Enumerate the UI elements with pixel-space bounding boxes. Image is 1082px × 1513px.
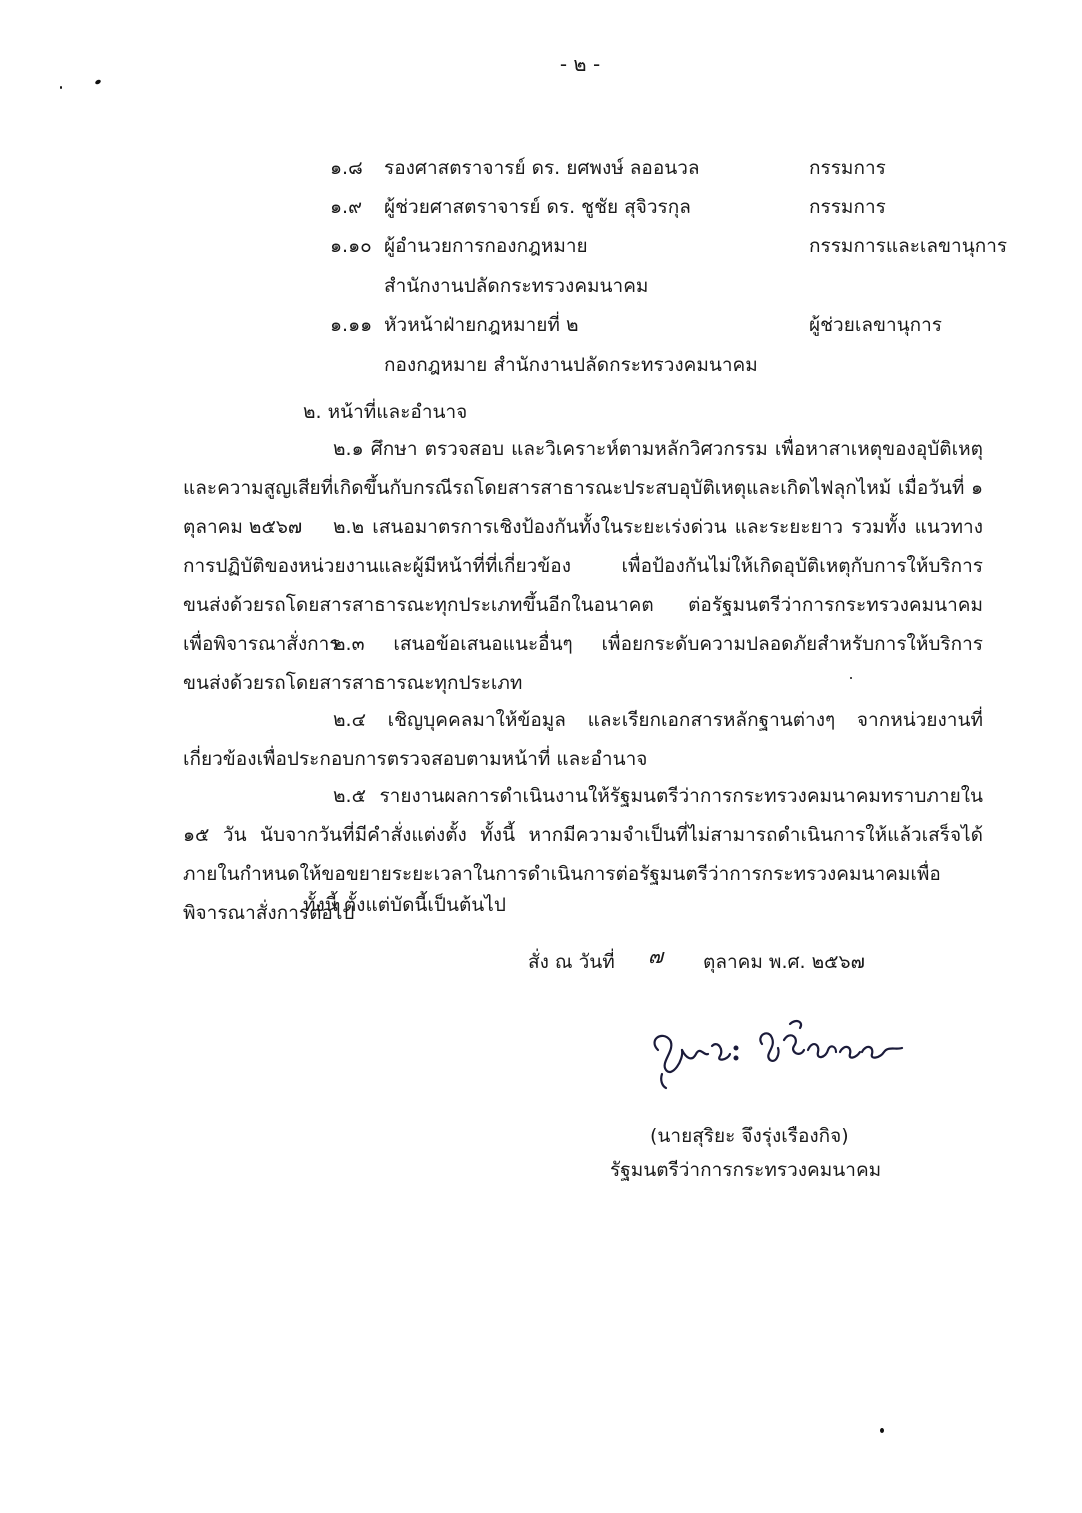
member-number: ๑.๙ xyxy=(330,196,363,218)
scan-speck xyxy=(94,79,101,85)
member-number: ๑.๑๐ xyxy=(330,235,372,257)
handwritten-signature xyxy=(640,1010,940,1090)
signatory-name: (นายสุริยะ จึงรุ่งเรืองกิจ) xyxy=(650,1125,849,1147)
member-name: ผู้อำนวยการกองกฎหมาย xyxy=(384,235,588,257)
member-number: ๑.๘ xyxy=(330,157,363,179)
scan-speck xyxy=(60,86,62,89)
member-name: รองศาสตราจารย์ ดร. ยศพงษ์ ลออนวล xyxy=(384,157,700,179)
duty-paragraph: ๒.๒ เสนอมาตรการเชิงป้องกันทั้งในระยะเร่งด่วน และระยะยาว รวมทั้ง แนวทางการปฏิบัติของหน่วยงานและผู้มีหน้าที่ที่เกี่ยวข้อง เพื่อป้องกันไม่ให้เกิดอุบัติเหตุกับการให้บริการขนส่งด้วยรถโดยสารสาธารณะทุกประเภทขึ้นอีกในอนาคต ต่อรัฐมนตรีว่าการกระทรวงคมนาคมเพื่อพิจารณาสั่งการ xyxy=(183,516,983,655)
duty-paragraph: ๒.๔ เชิญบุคคลมาให้ข้อมูล และเรียกเอกสารหลักฐานต่างๆ จากหน่วยงานที่เกี่ยวข้องเพื่อประกอบการตรวจสอบตามหน้าที่ และอำนาจ xyxy=(183,709,983,770)
closing-statement: ทั้งนี้ ตั้งแต่บัดนี้เป็นต้นไป xyxy=(303,894,506,916)
scan-speck xyxy=(880,1428,884,1433)
duty-paragraph: ๒.๓ เสนอข้อเสนอแนะอื่นๆ เพื่อยกระดับความปลอดภัยสำหรับการให้บริการขนส่งด้วยรถโดยสารสาธารณะทุกประเภท xyxy=(183,633,983,694)
order-date-month-year: ตุลาคม พ.ศ. ๒๕๖๗ xyxy=(703,951,865,973)
member-name-continued: สำนักงานปลัดกระทรวงคมนาคม xyxy=(384,275,649,297)
order-date-prefix: สั่ง ณ วันที่ xyxy=(528,951,615,973)
member-role: ผู้ช่วยเลขานุการ xyxy=(809,314,942,336)
duty-paragraph: ๒.๕ รายงานผลการดำเนินงานให้รัฐมนตรีว่าการกระทรวงคมนาคมทราบภายใน ๑๕ วัน นับจากวันที่มีคำสั่งแต่งตั้ง ทั้งนี้ หากมีความจำเป็นที่ไม่สามารถดำเนินการให้แล้วเสร็จได้ภายในกำหนดให้ขอขยายระยะเวลาในการดำเนินการต่อรัฐมนตรีว่าการกระทรวงคมนาคมเพื่อพิจารณาสั่งการต่อไป xyxy=(183,785,983,924)
section-heading: ๒. หน้าที่และอำนาจ xyxy=(303,401,468,423)
member-number: ๑.๑๑ xyxy=(330,314,373,336)
page-number: - ๒ - xyxy=(559,52,601,76)
duty-paragraph: ๒.๑ ศึกษา ตรวจสอบ และวิเคราะห์ตามหลักวิศวกรรม เพื่อหาสาเหตุของอุบัติเหตุและความสูญเสียที่เกิดขึ้นกับกรณีรถโดยสารสาธารณะประสบอุบัติเหตุและเกิดไฟลุกไหม้ เมื่อวันที่ ๑ ตุลาคม ๒๕๖๗ xyxy=(183,438,983,538)
member-role: กรรมการ xyxy=(809,196,886,218)
member-role: กรรมการ xyxy=(809,157,886,179)
member-name-continued: กองกฎหมาย สำนักงานปลัดกระทรวงคมนาคม xyxy=(384,354,758,376)
order-date-day: ๗ xyxy=(648,944,664,968)
member-name: ผู้ช่วยศาสตราจารย์ ดร. ชูชัย สุจิวรกุล xyxy=(384,196,691,218)
scan-speck xyxy=(850,677,852,679)
member-role: กรรมการและเลขานุการ xyxy=(809,235,1008,257)
signatory-title: รัฐมนตรีว่าการกระทรวงคมนาคม xyxy=(610,1159,882,1181)
member-name: หัวหน้าฝ่ายกฎหมายที่ ๒ xyxy=(384,314,579,336)
